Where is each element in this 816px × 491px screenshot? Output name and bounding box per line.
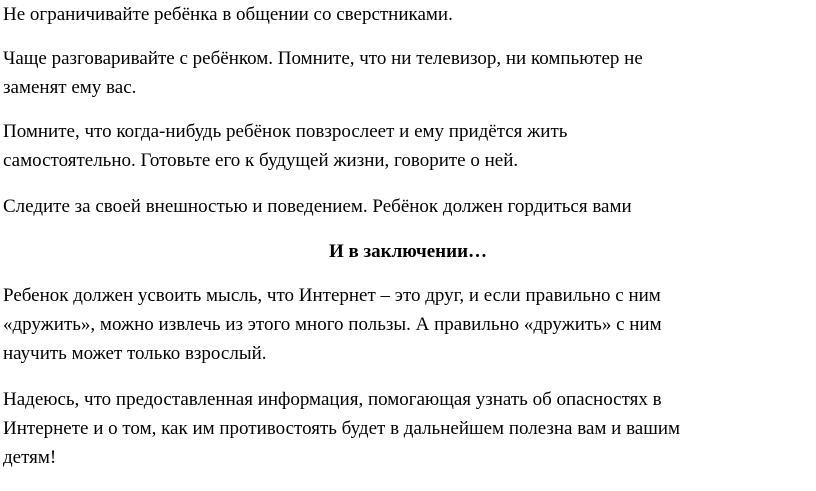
paragraph-line: Помните, что когда-нибудь ребёнок повзрослеет и ему придётся жить <box>3 121 568 142</box>
paragraph-closing-hope <box>3 385 810 472</box>
paragraph-line: научить может только взрослый. <box>3 343 267 364</box>
paragraph-line: Чаще разговаривайте с ребёнком. Помните, что ни телевизор, ни компьютер не <box>3 48 643 69</box>
conclusion-heading: И в заключении… <box>328 241 488 262</box>
paragraph-appearance-behavior <box>3 192 810 221</box>
paragraph-line: «дружить», можно извлечь из этого много пользы. А правильно «дружить» с ним <box>3 314 662 335</box>
paragraph-line: заменят ему вас. <box>3 77 137 98</box>
paragraph-internet-friend <box>3 281 810 368</box>
paragraph-line: Не ограничивайте ребёнка в общении со сверстниками. <box>3 4 453 25</box>
paragraph-line: Следите за своей внешностью и поведением. Ребёнок должен гордиться вами <box>3 196 632 217</box>
paragraph-line: Ребенок должен усвоить мысль, что Интернет – это друг, и если правильно с ним <box>3 285 661 306</box>
paragraph-talk-with-child <box>3 44 810 102</box>
paragraph-line: самостоятельно. Готовьте его к будущей жизни, говорите о ней. <box>3 150 519 171</box>
paragraph-independence <box>3 117 810 175</box>
paragraph-peer-communication <box>3 0 810 29</box>
paragraph-line: Надеюсь, что предоставленная информация, помогающая узнать об опасностях в <box>3 389 662 410</box>
paragraph-line: детям! <box>3 447 57 468</box>
paragraph-line: Интернете и о том, как им противостоять будет в дальнейшем полезна вам и вашим <box>3 418 681 439</box>
